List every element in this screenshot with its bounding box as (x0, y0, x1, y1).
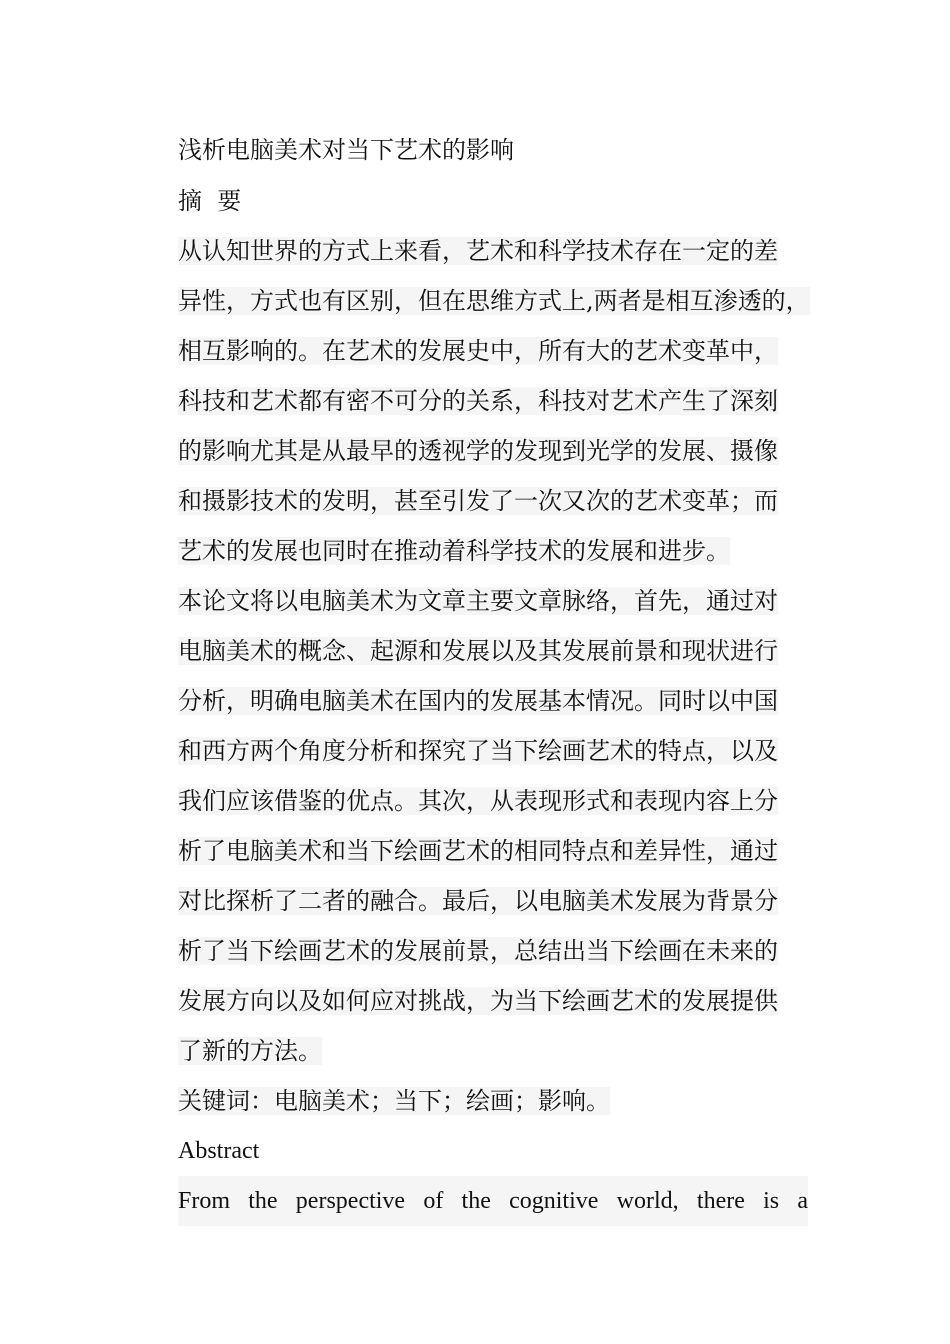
keywords-line (178, 1076, 808, 1126)
document-title: 浅析电脑美术对当下艺术的影响 (178, 136, 514, 164)
paragraph-line: From the perspective of the cognitive world, there is a (178, 1176, 808, 1226)
paragraph-line: 电脑美术的概念、起源和发展以及其发展前景和现状进行 (178, 637, 778, 665)
paragraph-line: 本论文将以电脑美术为文章主要文章脉络，首先，通过对 (178, 587, 778, 615)
paragraph-line: 了新的方法。 (178, 1037, 322, 1065)
keywords-text: 关键词：电脑美术；当下；绘画；影响。 (178, 1087, 610, 1115)
paragraph-line: 析了当下绘画艺术的发展前景，总结出当下绘画在未来的 (178, 937, 778, 965)
paragraph-line: 从认知世界的方式上来看，艺术和科学技术存在一定的差 (178, 237, 778, 265)
paragraph-line: 艺术的发展也同时在推动着科学技术的发展和进步。 (178, 537, 730, 565)
paragraph-line: 的影响尤其是从最早的透视学的发现到光学的发展、摄像 (178, 437, 778, 465)
abstract-paragraph-2 (178, 576, 808, 1076)
paragraph-line: 对比探析了二者的融合。最后，以电脑美术发展为背景分 (178, 887, 778, 915)
abstract-paragraph-1 (178, 226, 808, 576)
english-abstract-paragraph (178, 1176, 808, 1226)
paragraph-line: 和西方两个角度分析和探究了当下绘画艺术的特点，以及 (178, 737, 778, 765)
paragraph-line: 异性，方式也有区别，但在思维方式上,两者是相互渗透的， (178, 287, 810, 315)
abstract-heading: 摘 要 (178, 187, 242, 215)
paragraph-line: 析了电脑美术和当下绘画艺术的相同特点和差异性，通过 (178, 837, 778, 865)
paragraph-line: 发展方向以及如何应对挑战，为当下绘画艺术的发展提供 (178, 987, 778, 1015)
paragraph-line: 和摄影技术的发明，甚至引发了一次又次的艺术变革；而 (178, 487, 778, 515)
paragraph-line: 相互影响的。在艺术的发展史中，所有大的艺术变革中， (178, 337, 778, 365)
paragraph-line: 分析，明确电脑美术在国内的发展基本情况。同时以中国 (178, 687, 778, 715)
english-abstract-heading: Abstract (178, 1138, 260, 1164)
document-body (178, 128, 808, 1226)
paragraph-line: 科技和艺术都有密不可分的关系，科技对艺术产生了深刻 (178, 387, 778, 415)
paragraph-line: 我们应该借鉴的优点。其次，从表现形式和表现内容上分 (178, 787, 778, 815)
